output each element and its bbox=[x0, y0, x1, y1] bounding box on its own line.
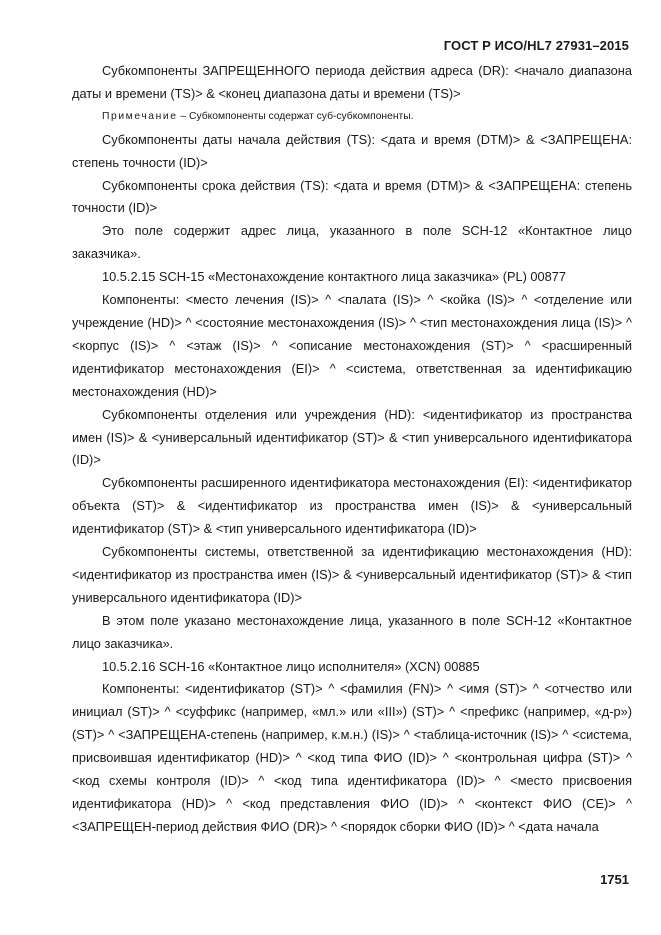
paragraph-start-date-subcomponents: Субкомпоненты даты начала действия (TS): <дата и время (DTM)> & <ЗАПРЕЩЕНА: степень точности (ID)> bbox=[72, 131, 632, 170]
note-label: Примечание bbox=[102, 110, 178, 122]
paragraph-location-field-description: В этом поле указано местонахождение лица, указанного в поле SCH-12 «Контактное лицо заказчика». bbox=[72, 612, 632, 651]
page-number: 1751 bbox=[600, 872, 629, 887]
section-heading-sch-16: 10.5.2.16 SCH-16 «Контактное лицо исполнителя» (XCN) 00885 bbox=[102, 658, 480, 674]
paragraph-address-field-description: Это поле содержит адрес лица, указанного в поле SCH-12 «Контактное лицо заказчика». bbox=[72, 223, 632, 262]
main-text bbox=[72, 60, 632, 839]
paragraph-expiry-subcomponents: Субкомпоненты срока действия (TS): <дата и время (DTM)> & <ЗАПРЕЩЕНА: степень точности (ID)> bbox=[72, 177, 632, 216]
page-header-standard: ГОСТ Р ИСО/HL7 27931–2015 bbox=[443, 38, 629, 53]
paragraph-ei-subcomponents: Субкомпоненты расширенного идентификатора местонахождения (EI): <идентификатор объекта (ST)> & <идентификатор из пространства имен (IS)> & <универсальный идентификатор (ST)> & <тип универсального идентификатора (ID)> bbox=[72, 475, 632, 537]
paragraph-pl-components: Компоненты: <место лечения (IS)> ^ <палата (IS)> ^ <койка (IS)> ^ <отделение или учреждение (HD)> ^ <состояние местонахождения (IS)> ^ <тип местонахождения лица (IS)> ^ <корпус (IS)> ^ <этаж (IS)> ^ <описание местонахождения (ST)> ^ <расширенный идентификатор местонахождения (EI)> ^ <система, ответственная за идентификацию местонахождения (HD)> bbox=[72, 292, 632, 399]
note-paragraph bbox=[72, 106, 632, 129]
paragraph-xcn-components: Компоненты: <идентификатор (ST)> ^ <фамилия (FN)> ^ <имя (ST)> ^ <отчество или инициал (ST)> ^ <суффикс (например, «мл.» или «III») (ST)> ^ <префикс (например, «д-р») (ST)> ^ <ЗАПРЕЩЕНА-степень (например, к.м.н.) (IS)> ^ <таблица-источник (IS)> ^ <система, присвоившая идентификатор (HD)> ^ <код типа ФИО (ID)> ^ <контрольная цифра (ST)> ^ <код схемы контроля (ID)> ^ <код типа идентификатора (ID)> ^ <место присвоения идентификатора (HD)> ^ <код представления ФИО (ID)> ^ <контекст ФИО (CE)> ^ <ЗАПРЕЩЕН-период действия ФИО (DR)> ^ <порядок сборки ФИО (ID)> ^ <дата начала bbox=[72, 681, 632, 834]
paragraph-system-subcomponents: Субкомпоненты системы, ответственной за идентификацию местонахождения (HD): <идентификатор из пространства имен (IS)> & <универсальный идентификатор (ST)> & <тип универсального идентификатора (ID)> bbox=[72, 544, 632, 605]
paragraph-dr-subcomponents: Субкомпоненты ЗАПРЕЩЕННОГО периода действия адреса (DR): <начало диапазона даты и времени (TS)> & <конец диапазона даты и времени (TS)> bbox=[72, 63, 632, 101]
section-heading-sch-15: 10.5.2.15 SCH-15 «Местонахождение контактного лица заказчика» (PL) 00877 bbox=[102, 269, 567, 285]
note-text: – Субкомпоненты содержат суб-субкомпоненты. bbox=[177, 110, 414, 122]
paragraph-hd-subcomponents: Субкомпоненты отделения или учреждения (HD): <идентификатор из пространства имен (IS)> & <универсальный идентификатор (ST)> & <тип универсального идентификатора (ID)> bbox=[72, 406, 632, 468]
